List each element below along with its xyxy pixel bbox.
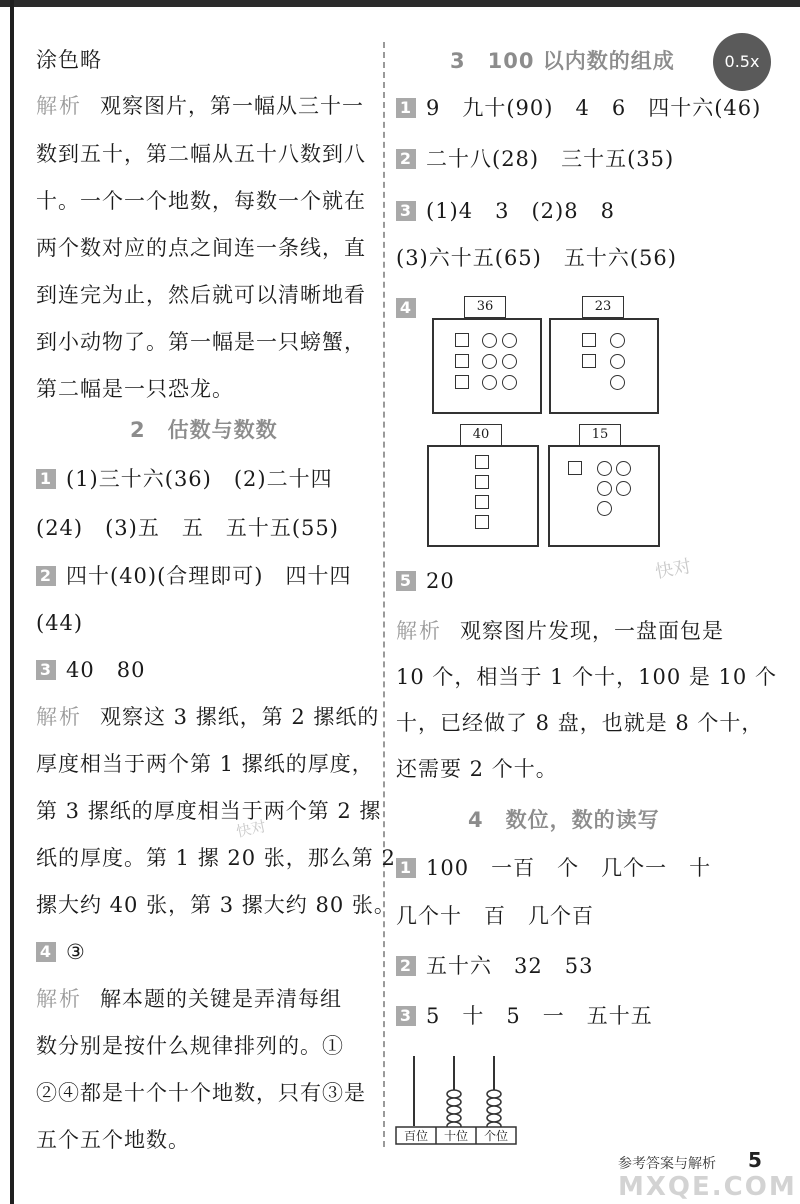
question-badge-2: 2 [396,956,416,976]
page-number: 5 [748,1148,762,1172]
question-badge-2: 2 [396,149,416,169]
one-circle [502,333,517,348]
one-circle [482,333,497,348]
r-analysis-line: 10 个，相当于 1 个十，100 是 10 个 [396,665,777,689]
one-circle [597,481,612,496]
analysis-paragraph-1-line: 十。一个一个地数，每数一个就在 [36,189,366,213]
analysis-paragraph-3-line: ②④都是十个十个地数，只有③是 [36,1081,366,1105]
r-q2-answer: 2 二十八(28) 三十五(35) [396,146,674,172]
ten-square [475,475,489,489]
counting-board-23 [549,318,659,414]
one-circle [482,375,497,390]
answer-coloring: 涂色略 [36,48,102,72]
ten-square [582,333,596,347]
q1-answer-line-2: (24) (3)五 五 五十五(55) [36,516,339,540]
abacus-ones-beads [487,1090,501,1130]
watermark-text: 快对 [653,556,693,583]
one-circle [502,375,517,390]
analysis-paragraph-3-line-1: 解析 解本题的关键是弄清每组 [36,987,342,1011]
r4-q3-answer: 3 5 十 5 一 五十五 [396,1003,653,1029]
analysis-paragraph-2-line-1: 解析 观察这 3 摞纸，第 2 摞纸的 [36,705,380,729]
one-circle [597,501,612,516]
q4-answer: 4 ③ [36,939,86,965]
r-analysis-line-1: 解析 观察图片发现，一盘面包是 [396,619,724,643]
r-q3-answer-line-2: (3)六十五(65) 五十六(56) [396,246,677,270]
r-q1-answer: 1 9 九十(90) 4 6 四十六(46) [396,95,761,121]
q2-answer-line-2: (44) [36,611,84,635]
r-analysis-line: 十，已经做了 8 盘，也就是 8 个十， [396,711,764,735]
ten-square [455,354,469,368]
one-circle [616,481,631,496]
ten-square [475,515,489,529]
question-badge-5: 5 [396,571,416,591]
question-badge-3: 3 [396,201,416,221]
analysis-paragraph-1-line: 数到五十，第二幅从五十八数到八 [36,142,366,166]
site-watermark: MXQE.COM [618,1172,797,1202]
r-analysis-line: 还需要 2 个十。 [396,757,558,781]
zoom-level-button[interactable]: 0.5x [713,33,771,91]
question-badge-4: 4 [396,298,416,318]
question-badge-4: 4 [36,942,56,962]
figure-label-15: 15 [579,424,621,446]
analysis-paragraph-1-line-1: 解析 观察图片，第一幅从三十一 [36,94,364,118]
watermark-text: 快对 [234,817,268,841]
q2-answer-line-1: 2 四十(40)(合理即可) 四十四 [36,563,352,589]
abacus-label-hundreds: 百位 [403,1129,428,1143]
r-q4-label [396,295,426,321]
analysis-paragraph-2-line: 厚度相当于两个第 1 摞纸的厚度， [36,752,374,776]
analysis-paragraph-2-line: 第 3 摞纸的厚度相当于两个第 2 摞 [36,799,382,823]
ten-square [455,375,469,389]
one-circle [597,461,612,476]
ten-square [475,455,489,469]
analysis-label: 解析 [396,619,442,643]
analysis-paragraph-1-line: 两个数对应的点之间连一条线，直 [36,236,366,260]
section-3-heading: 3 100 以内数的组成 [450,49,675,73]
one-circle [502,354,517,369]
r4-q1-answer-line-1: 1 100 一百 个 几个一 十 [396,855,711,881]
analysis-paragraph-3-line: 数分别是按什么规律排列的。① [36,1034,344,1058]
analysis-paragraph-2-line: 纸的厚度。第 1 摞 20 张，那么第 2 [36,846,396,870]
analysis-paragraph-1-line: 到连完为止，然后就可以清晰地看 [36,283,366,307]
footer-label: 参考答案与解析 [618,1156,716,1172]
question-badge-1: 1 [36,469,56,489]
section-2-heading: 2 估数与数数 [130,418,278,442]
r4-q1-answer-line-2: 几个十 百 几个百 [396,904,594,928]
top-rule [0,0,800,7]
question-badge-2: 2 [36,566,56,586]
one-circle [610,375,625,390]
figure-label-23: 23 [582,296,624,318]
q3-answer: 3 40 80 [36,657,145,683]
analysis-paragraph-1-line: 第二幅是一只恐龙。 [36,377,234,401]
abacus-label-ones: 个位 [483,1129,508,1143]
analysis-label: 解析 [36,94,82,118]
one-circle [616,461,631,476]
figure-label-40: 40 [460,424,502,446]
analysis-label: 解析 [36,705,82,729]
ten-square [582,354,596,368]
question-badge-1: 1 [396,98,416,118]
abacus-tens-beads [447,1090,461,1130]
ten-square [455,333,469,347]
analysis-paragraph-1-line: 到小动物了。第一幅是一只螃蟹， [36,330,366,354]
one-circle [610,333,625,348]
ten-square [568,461,582,475]
left-margin-rule [10,0,14,1204]
ten-square [475,495,489,509]
question-badge-1: 1 [396,858,416,878]
one-circle [610,354,625,369]
one-circle [482,354,497,369]
column-divider [383,42,385,1147]
analysis-paragraph-2-line: 摞大约 40 张，第 3 摞大约 80 张。 [36,893,396,917]
section-4-heading: 4 数位，数的读写 [468,808,660,832]
figure-label-36: 36 [464,296,506,318]
abacus-label-tens: 十位 [443,1129,468,1143]
question-badge-3: 3 [36,660,56,680]
q1-answer-line-1: 1 (1)三十六(36) (2)二十四 [36,466,333,492]
r4-q2-answer: 2 五十六 32 53 [396,953,593,979]
question-badge-3: 3 [396,1006,416,1026]
abacus-place-labels [396,1128,516,1145]
r-q5-answer: 5 20 [396,568,455,594]
r-q3-answer-line-1: 3 (1)4 3 (2)8 8 [396,198,615,224]
analysis-paragraph-3-line: 五个五个地数。 [36,1128,190,1152]
analysis-label: 解析 [36,987,82,1011]
